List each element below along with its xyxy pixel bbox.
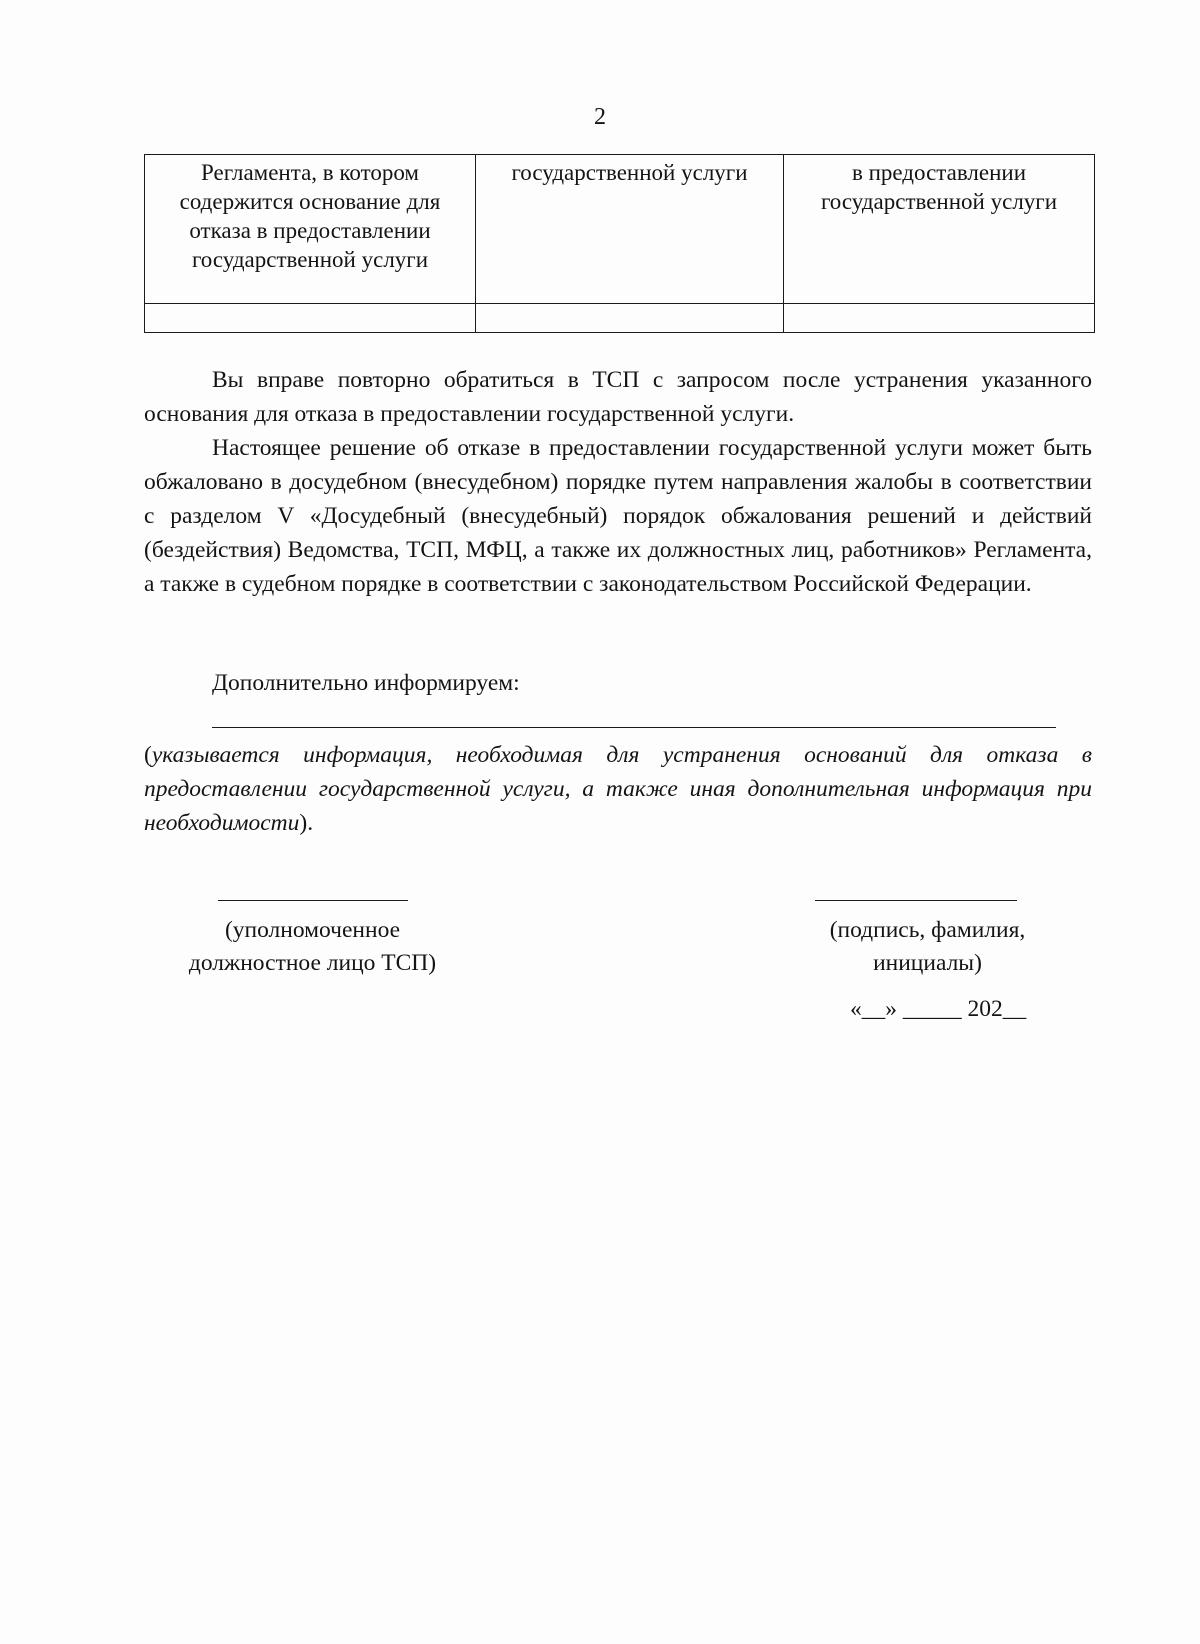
table-row xyxy=(145,304,1095,333)
table-cell-service: государственной услуги xyxy=(476,155,784,304)
additional-info-note xyxy=(144,738,1092,840)
table-header-row xyxy=(145,155,1095,304)
note-close-paren: ). xyxy=(299,810,314,836)
table-cell-regulation: Регламента, в котором содержится основание для отказа в предоставлении государственной услуги xyxy=(145,155,476,304)
official-signature-line xyxy=(218,900,408,901)
official-caption xyxy=(160,914,465,980)
paragraph-text: Настоящее решение об отказе в предоставлении государственной услуги может быть обжаловано в досудебном (внесудебном) порядке путем направления жалобы в соответствии с разделом V «Досудебный (внесудебный) порядок обжалования решений и действий (бездействия) Ведомства, ТСП, МФЦ, а также их должностных лиц, работников» Регламента, а также в судебном порядке в соответствии с законодательством Российской Федерации. xyxy=(144,435,1092,597)
paragraph-text: Вы вправе повторно обратиться в ТСП с запросом после устранения указанного основания для отказа в предоставлении государственной услуги. xyxy=(144,367,1092,427)
signature-caption-line-2: инициалы) xyxy=(873,950,982,976)
signature-name-line xyxy=(815,900,1017,901)
paragraph-reapply xyxy=(144,363,1092,431)
note-text: указывается информация, необходимая для устранения оснований для отказа в предоставлении государственной услуги, а также иная дополнительная информация при необходимости xyxy=(144,742,1092,836)
additional-info-label: Дополнительно информируем: xyxy=(212,670,520,696)
refusal-table xyxy=(144,154,1095,333)
official-caption-line-2: должностное лицо ТСП) xyxy=(188,950,437,976)
date-field: «__» _____ 202__ xyxy=(850,996,1027,1022)
official-caption-line-1: (уполномоченное xyxy=(224,917,401,943)
table-cell-refusal-reason: в предоставлении государственной услуги xyxy=(784,155,1095,304)
signature-caption xyxy=(790,914,1065,980)
page-number: 2 xyxy=(594,104,606,130)
table-cell-empty xyxy=(476,304,784,333)
note-open-paren: ( xyxy=(144,742,152,768)
table-cell-empty xyxy=(784,304,1095,333)
table-cell-empty xyxy=(145,304,476,333)
additional-info-fill-line xyxy=(212,727,1056,728)
signature-caption-line-1: (подпись, фамилия, xyxy=(829,917,1026,943)
paragraph-appeal xyxy=(144,431,1092,601)
